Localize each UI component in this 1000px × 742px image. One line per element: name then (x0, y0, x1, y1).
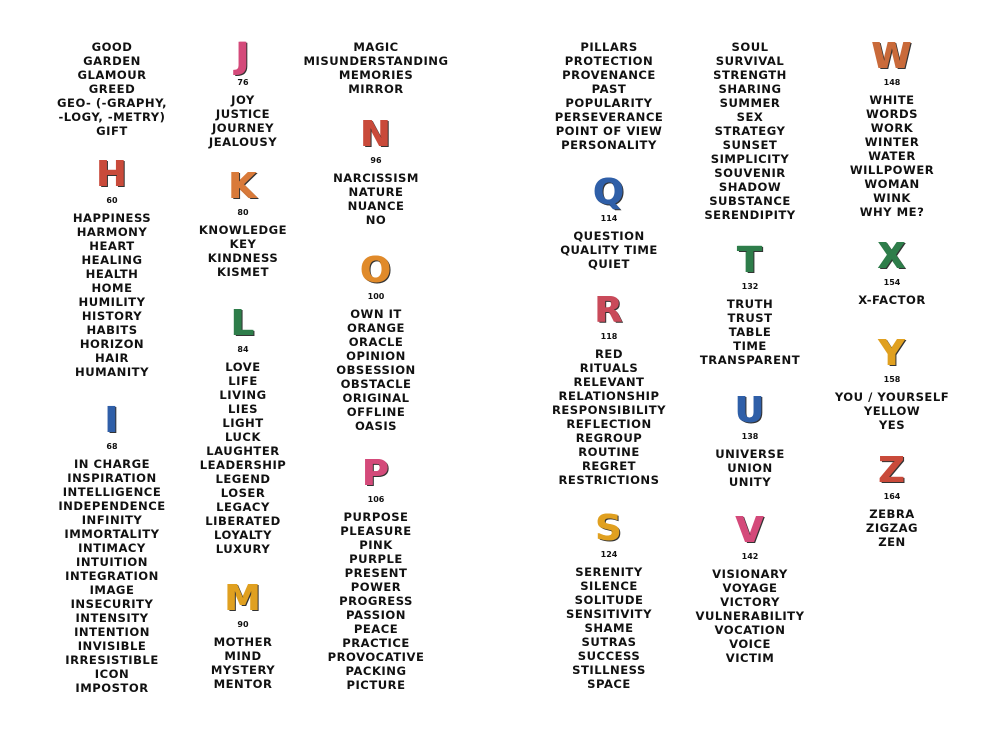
index-word: ICON (94, 667, 130, 681)
index-word: SOUL (731, 40, 769, 54)
index-word: PROTECTION (564, 54, 654, 68)
section-letter: U (735, 390, 765, 431)
index-word: PEACE (353, 622, 399, 636)
index-word: SHARING (718, 82, 782, 96)
section-letter: W (872, 36, 912, 77)
index-word: JEALOUSY (208, 135, 278, 149)
index-word: INTUITION (76, 555, 148, 569)
continued-section (670, 40, 830, 222)
index-word: RELEVANT (573, 375, 645, 389)
section-letter: T (737, 240, 763, 281)
index-word: LAUGHTER (206, 444, 280, 458)
index-word: KISMET (216, 265, 269, 279)
index-word: VULNERABILITY (695, 609, 805, 623)
index-word: POWER (350, 580, 402, 594)
index-word: HUMILITY (78, 295, 146, 309)
index-word: LEGACY (216, 500, 270, 514)
index-word: MEMORIES (338, 68, 414, 82)
index-word: POPULARITY (565, 96, 653, 110)
index-word: GREED (88, 82, 136, 96)
index-word: LIVING (219, 388, 267, 402)
index-word: REFLECTION (566, 417, 652, 431)
section-letter: O (360, 250, 392, 291)
index-word: WHY ME? (859, 205, 925, 219)
section-letter: N (360, 114, 392, 155)
index-word: UNITY (728, 475, 772, 489)
index-word: LIES (228, 402, 258, 416)
page-number: 80 (237, 208, 249, 217)
index-word: OWN IT (350, 307, 402, 321)
index-word: SUCCESS (577, 649, 641, 663)
index-word: LEGEND (215, 472, 271, 486)
index-word: IRRESISTIBLE (65, 653, 159, 667)
letter-section-q (529, 174, 689, 271)
index-word: SUTRAS (581, 635, 637, 649)
page-number: 60 (106, 196, 118, 205)
index-word: HUMANITY (75, 365, 149, 379)
letter-section-n (296, 116, 456, 227)
index-word: -LOGY, -METRY) (58, 110, 166, 124)
index-word: MAGIC (353, 40, 399, 54)
index-word: JOURNEY (211, 121, 275, 135)
index-word: IN CHARGE (73, 457, 151, 471)
index-word: INTENTION (74, 625, 150, 639)
index-word: NARCISSISM (333, 171, 419, 185)
index-word: PASSION (346, 608, 406, 622)
index-word: WATER (868, 149, 916, 163)
index-word: TIME (733, 339, 767, 353)
index-word: X-FACTOR (858, 293, 926, 307)
index-word: WORK (870, 121, 914, 135)
section-letter: Z (878, 450, 906, 491)
index-word: PINK (359, 538, 393, 552)
index-word: TRANSPARENT (699, 353, 801, 367)
index-word: PURPOSE (343, 510, 409, 524)
index-word: SOUVENIR (714, 166, 786, 180)
index-word: INTIMACY (78, 541, 146, 555)
page-number: 96 (370, 156, 382, 165)
index-word: SENSITIVITY (566, 607, 652, 621)
index-word: TRUTH (726, 297, 774, 311)
section-letter: R (595, 290, 623, 331)
index-word: WHITE (869, 93, 915, 107)
page-number: 124 (600, 550, 618, 559)
index-word: YELLOW (863, 404, 921, 418)
index-word: MISUNDERSTANDING (303, 54, 449, 68)
index-word: YOU / YOURSELF (834, 390, 950, 404)
index-word: HOME (91, 281, 133, 295)
index-word: INTELLIGENCE (62, 485, 162, 499)
letter-section-u (670, 392, 830, 489)
index-word: VICTIM (725, 651, 775, 665)
index-word: GLAMOUR (77, 68, 147, 82)
index-word: HAPPINESS (72, 211, 152, 225)
index-word: SERENITY (575, 565, 643, 579)
index-word: OBSESSION (336, 363, 416, 377)
index-word: QUESTION (573, 229, 645, 243)
index-word: PICTURE (346, 678, 406, 692)
index-word: SUNSET (722, 138, 778, 152)
index-word: RESPONSIBILITY (551, 403, 667, 417)
index-word: LEADERSHIP (199, 458, 287, 472)
index-word: INVISIBLE (77, 639, 147, 653)
index-word: ORIGINAL (342, 391, 410, 405)
page-number: 114 (600, 214, 618, 223)
index-word: STRENGTH (713, 68, 787, 82)
letter-section-p (296, 455, 456, 692)
index-word: TRUST (727, 311, 773, 325)
index-word: WINK (873, 191, 911, 205)
index-word: KNOWLEDGE (198, 223, 288, 237)
index-word: OASIS (354, 419, 398, 433)
index-word: SEX (736, 110, 764, 124)
index-word: HORIZON (79, 337, 145, 351)
index-word: MIRROR (348, 82, 404, 96)
index-word: HEALTH (85, 267, 139, 281)
index-word: NATURE (348, 185, 404, 199)
index-word: SERENDIPITY (704, 208, 796, 222)
index-word: LOYALTY (214, 528, 272, 542)
index-word: MYSTERY (210, 663, 276, 677)
index-word: POINT OF VIEW (555, 124, 663, 138)
index-word: TABLE (728, 325, 772, 339)
index-word: SHAME (584, 621, 634, 635)
index-word: INSPIRATION (67, 471, 157, 485)
index-word: LOSER (220, 486, 266, 500)
section-letter: X (878, 236, 906, 277)
index-word: SOLITUDE (574, 593, 644, 607)
index-word: PILLARS (580, 40, 638, 54)
index-word: QUALITY TIME (560, 243, 658, 257)
continued-section (296, 40, 456, 96)
page-number: 164 (883, 492, 901, 501)
index-word: KINDNESS (207, 251, 279, 265)
index-word: WILLPOWER (849, 163, 935, 177)
index-word: IMMORTALITY (64, 527, 160, 541)
section-letter: J (236, 36, 250, 77)
index-word: INDEPENDENCE (58, 499, 166, 513)
index-word: LOVE (225, 360, 261, 374)
index-word: MENTOR (213, 677, 273, 691)
index-word: PROVENANCE (562, 68, 656, 82)
index-word: WORDS (865, 107, 919, 121)
index-word: YES (878, 418, 906, 432)
index-word: REGROUP (575, 431, 643, 445)
index-word: PAST (591, 82, 627, 96)
index-word: PERSEVERANCE (554, 110, 664, 124)
index-word: JUSTICE (215, 107, 271, 121)
section-letter: M (225, 578, 261, 619)
index-word: GARDEN (83, 54, 141, 68)
index-word: PROGRESS (339, 594, 413, 608)
index-word: ORANGE (347, 321, 405, 335)
index-word: IMPOSTOR (75, 681, 149, 695)
section-letter: Q (593, 172, 625, 213)
index-word: SHADOW (718, 180, 782, 194)
index-word: OBSTACLE (340, 377, 412, 391)
index-word: ZIGZAG (865, 521, 919, 535)
index-word: ORACLE (348, 335, 404, 349)
index-word: STRATEGY (714, 124, 786, 138)
index-word: GEO- (-GRAPHY, (57, 96, 167, 110)
index-word: INTEGRATION (65, 569, 159, 583)
letter-section-s (529, 510, 689, 691)
index-word: LIFE (228, 374, 258, 388)
index-word: HISTORY (81, 309, 143, 323)
page-number: 106 (367, 495, 385, 504)
letter-section-r (529, 292, 689, 487)
index-word: VOCATION (714, 623, 786, 637)
page-number: 154 (883, 278, 901, 287)
letter-section-t (670, 242, 830, 367)
index-word: INTENSITY (75, 611, 149, 625)
index-word: LIBERATED (205, 514, 281, 528)
page-number: 138 (741, 432, 759, 441)
index-word: PACKING (345, 664, 407, 678)
index-word: HEALING (81, 253, 143, 267)
index-word: UNIVERSE (715, 447, 785, 461)
index-word: SIMPLICITY (710, 152, 790, 166)
index-word: RELATIONSHIP (558, 389, 660, 403)
letter-section-z (812, 452, 972, 549)
continued-section (529, 40, 689, 152)
section-letter: Y (878, 333, 906, 374)
index-word: IMAGE (89, 583, 135, 597)
index-word: KEY (229, 237, 257, 251)
page-number: 90 (237, 620, 249, 629)
index-word: PURPLE (349, 552, 403, 566)
page-number: 142 (741, 552, 759, 561)
index-word: RESTRICTIONS (558, 473, 660, 487)
page-number: 148 (883, 78, 901, 87)
index-word: VISIONARY (712, 567, 788, 581)
index-word: STILLNESS (572, 663, 646, 677)
index-word: INFINITY (81, 513, 143, 527)
index-word: SURVIVAL (715, 54, 785, 68)
letter-section-w (812, 38, 972, 219)
index-word: REGRET (581, 459, 637, 473)
page-number: 132 (741, 282, 759, 291)
index-word: JOY (231, 93, 255, 107)
letter-section-v (670, 512, 830, 665)
index-word: VOICE (729, 637, 771, 651)
page-number: 118 (600, 332, 618, 341)
page-number: 68 (106, 442, 118, 451)
index-word: MOTHER (213, 635, 273, 649)
index-word: GIFT (96, 124, 128, 138)
index-word: WOMAN (864, 177, 920, 191)
index-word: WINTER (864, 135, 920, 149)
letter-section-o (296, 252, 456, 433)
section-letter: P (362, 453, 390, 494)
index-word: SUMMER (719, 96, 781, 110)
index-word: GOOD (91, 40, 133, 54)
index-word: OFFLINE (346, 405, 406, 419)
index-word: LIGHT (222, 416, 264, 430)
index-word: LUCK (225, 430, 261, 444)
index-word: PERSONALITY (561, 138, 657, 152)
index-word: LUXURY (215, 542, 271, 556)
index-word: PRACTICE (342, 636, 410, 650)
index-word: PROVOCATIVE (327, 650, 425, 664)
index-word: HARMONY (76, 225, 148, 239)
index-word: SILENCE (580, 579, 638, 593)
page-number: 84 (237, 345, 249, 354)
page-number: 76 (237, 78, 249, 87)
section-letter: S (596, 508, 622, 549)
index-word: ROUTINE (578, 445, 640, 459)
section-letter: I (105, 400, 119, 441)
section-letter: H (96, 154, 128, 195)
section-letter: L (231, 303, 255, 344)
section-letter: K (229, 166, 257, 207)
index-word: VOYAGE (722, 581, 778, 595)
index-word: HAIR (95, 351, 129, 365)
letter-section-x (812, 238, 972, 307)
index-word: MIND (224, 649, 262, 663)
index-word: SUBSTANCE (709, 194, 791, 208)
index-word: INSECURITY (70, 597, 154, 611)
index-word: RITUALS (579, 361, 639, 375)
index-word: RED (595, 347, 623, 361)
index-word: NO (365, 213, 387, 227)
index-word: NUANCE (347, 199, 405, 213)
letter-section-y (812, 335, 972, 432)
index-word: HEART (89, 239, 135, 253)
index-word: SPACE (587, 677, 631, 691)
page-number: 158 (883, 375, 901, 384)
index-word: OPINION (346, 349, 406, 363)
section-letter: V (736, 510, 764, 551)
index-word: UNION (727, 461, 773, 475)
page-number: 100 (367, 292, 385, 301)
index-word: QUIET (588, 257, 630, 271)
index-word: ZEBRA (869, 507, 915, 521)
index-word: PRESENT (344, 566, 408, 580)
index-word: ZEN (878, 535, 906, 549)
index-word: HABITS (86, 323, 138, 337)
index-word: VICTORY (720, 595, 780, 609)
index-word: PLEASURE (340, 524, 412, 538)
